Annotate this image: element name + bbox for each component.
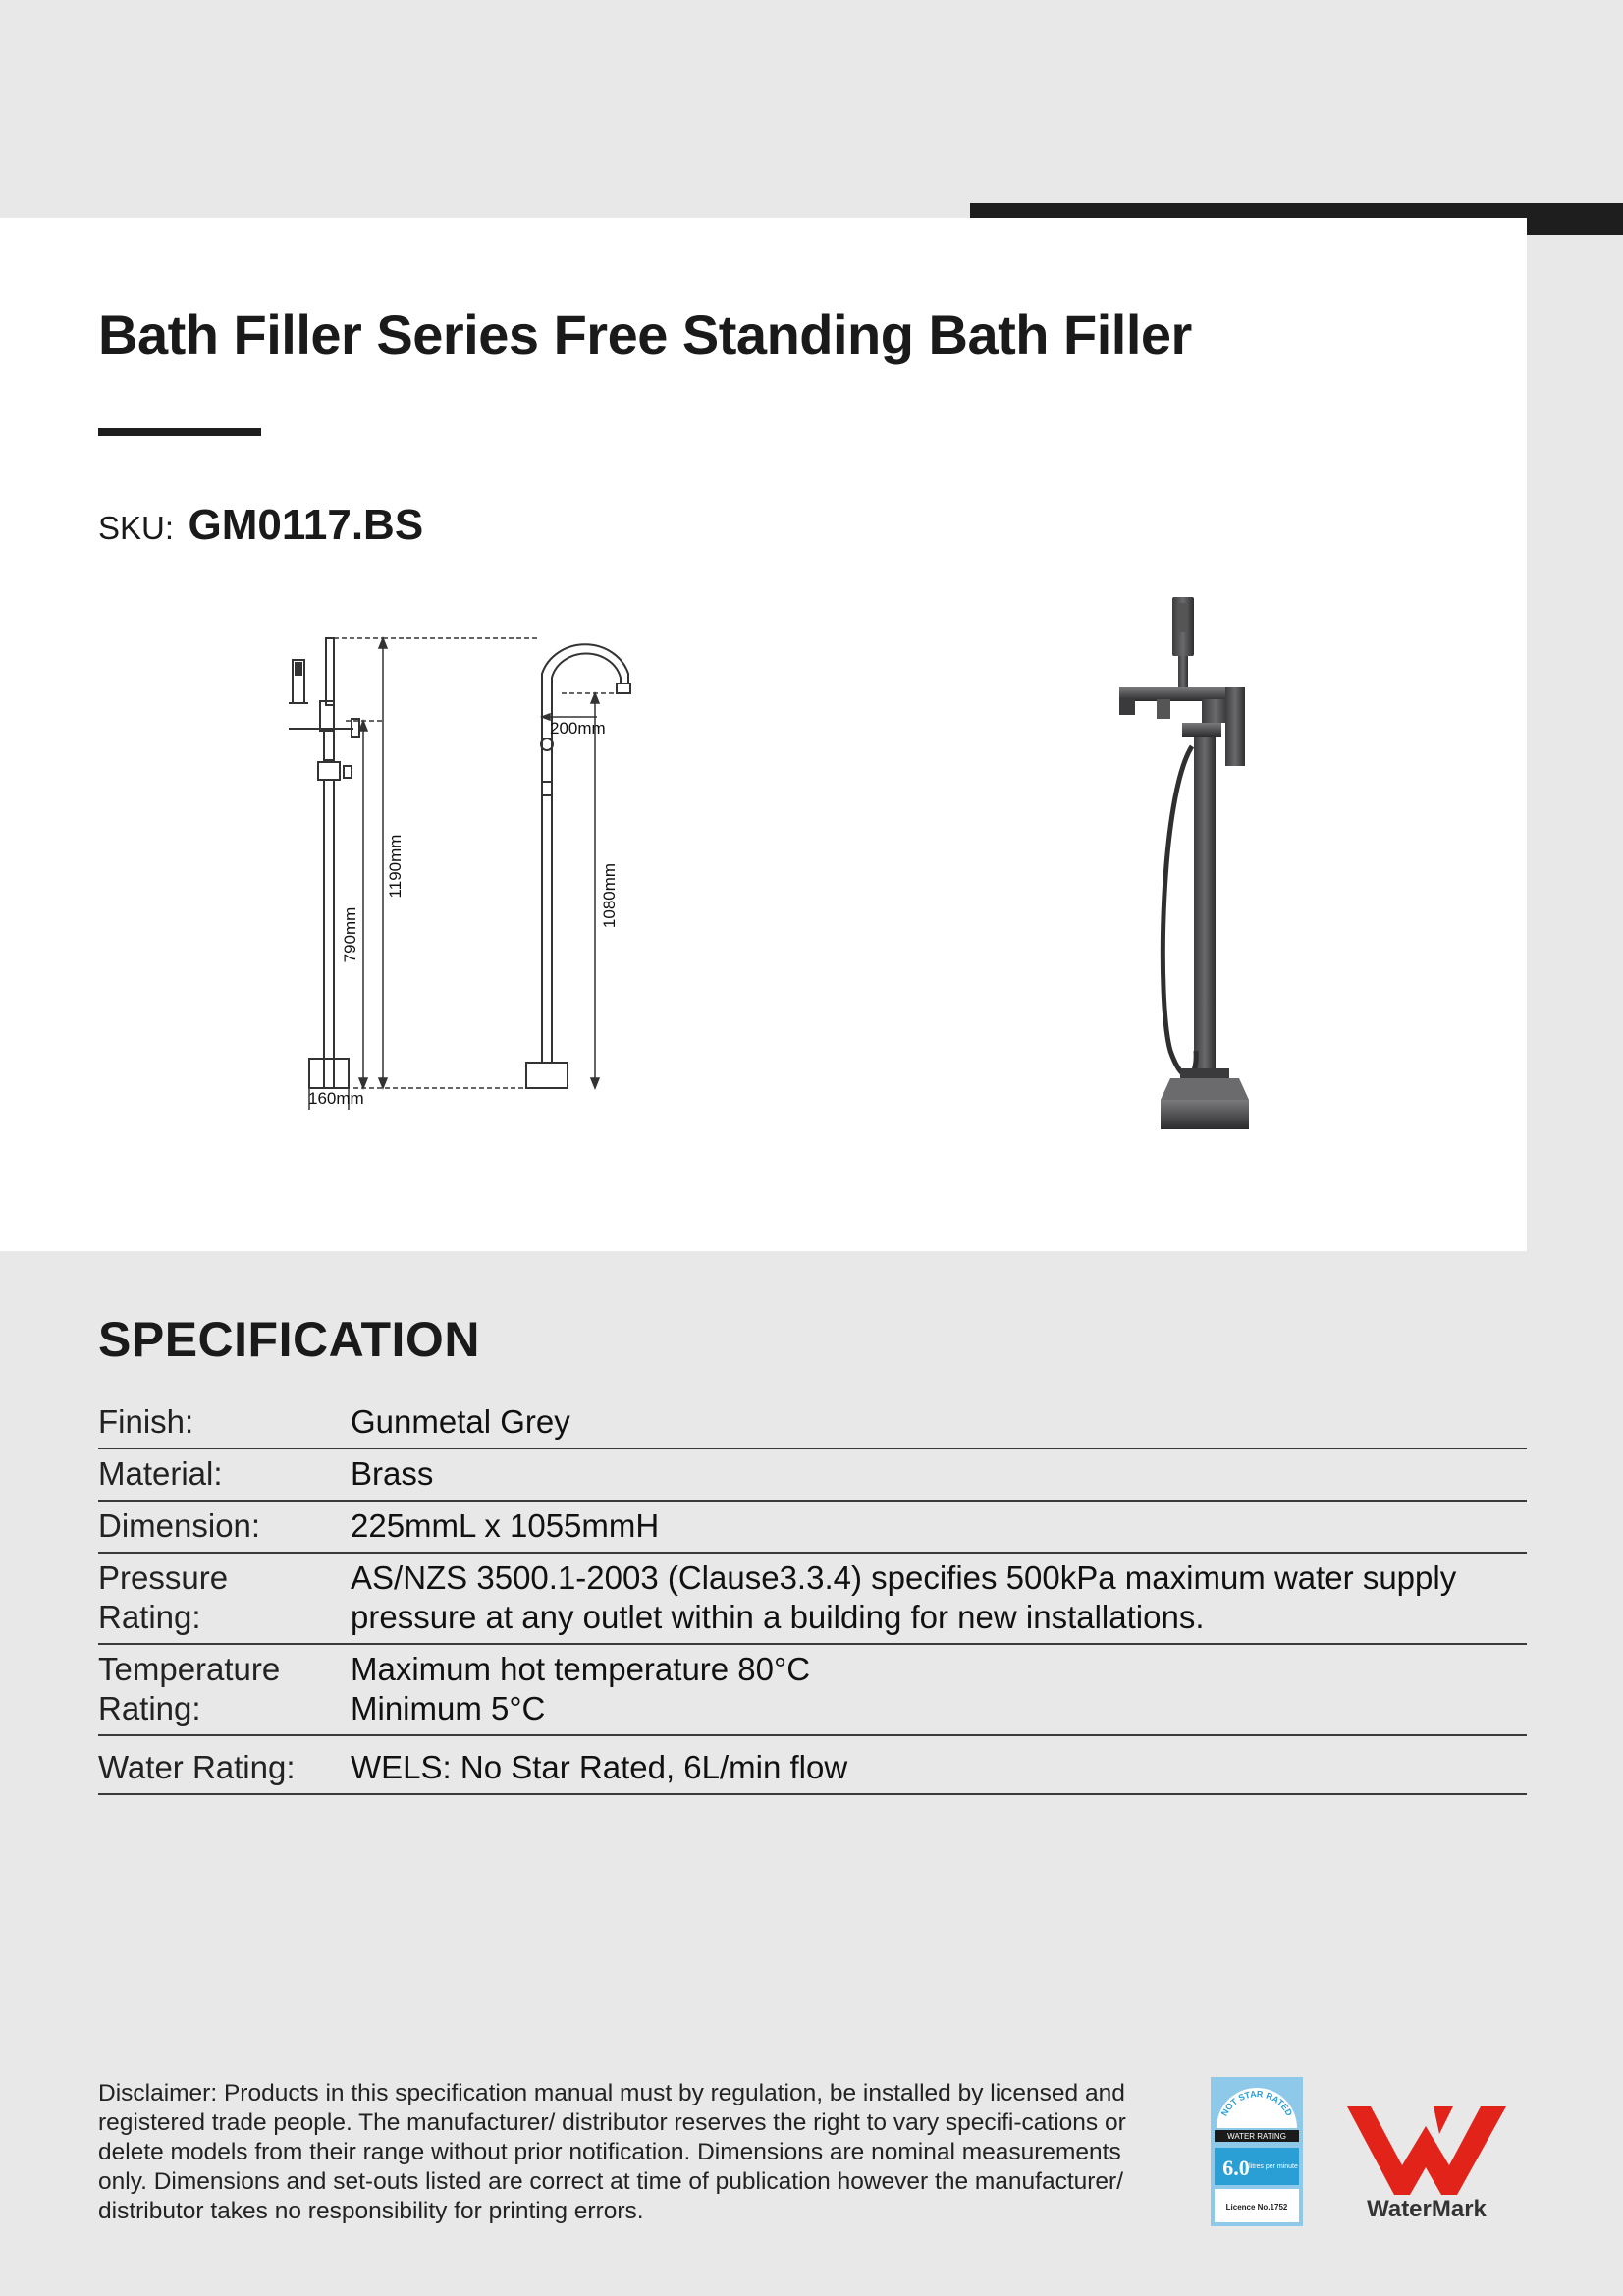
spec-label: Material: — [98, 1455, 223, 1492]
product-photo — [1100, 589, 1316, 1149]
gooseneck-inner — [552, 653, 621, 1063]
wels-top-text: NOT STAR RATED — [1218, 2089, 1295, 2118]
spec-value: 225mmL x 1055mmH — [351, 1507, 660, 1544]
front-diverter — [542, 782, 552, 795]
side-diverter — [318, 762, 340, 780]
watermark-label: WaterMark — [1367, 2196, 1487, 2219]
dim-label-200: 200mm — [550, 719, 606, 738]
dim-label-1190: 1190mm — [386, 834, 405, 899]
spec-label: Temperature Rating: — [98, 1651, 281, 1726]
spec-label: Finish: — [98, 1403, 194, 1440]
photo-spout — [1119, 687, 1227, 701]
photo-column — [1194, 737, 1216, 1070]
wels-licence: Licence No.1752 — [1225, 2203, 1288, 2212]
sku-label: SKU: — [98, 510, 175, 546]
handshower-face — [1178, 603, 1188, 632]
spec-row-finish — [98, 1397, 1527, 1449]
photo-base-top — [1161, 1078, 1249, 1100]
spec-value-line: Maximum hot temperature 80°C — [351, 1651, 811, 1687]
photo-base — [1161, 1100, 1249, 1129]
side-column — [324, 780, 334, 1088]
arrowhead — [359, 721, 367, 731]
spec-label: Pressure Rating: — [98, 1559, 229, 1635]
dim-label-790: 790mm — [341, 906, 359, 963]
side-diverter-knob — [344, 766, 352, 778]
spout-tip — [617, 683, 630, 693]
spec-row-water-rating — [98, 1736, 1527, 1795]
photo-spout-outlet — [1119, 699, 1135, 715]
arrowhead — [359, 1078, 367, 1088]
arrowhead — [591, 693, 599, 703]
side-spout-column — [326, 638, 334, 705]
spec-value: Gunmetal Grey — [351, 1403, 570, 1440]
spec-value: WELS: No Star Rated, 6L/min flow — [351, 1749, 848, 1785]
wels-unit: litres per minute — [1249, 2163, 1298, 2170]
arrowhead — [591, 1078, 599, 1088]
spec-heading: SPECIFICATION — [98, 1312, 480, 1367]
spec-label: Dimension: — [98, 1507, 261, 1544]
title-underline — [98, 428, 261, 436]
spec-value-line: Minimum 5°C — [351, 1690, 546, 1726]
spec-value — [351, 1650, 1527, 1728]
watermark-logo — [1347, 2097, 1514, 2219]
spec-row-pressure — [98, 1554, 1527, 1645]
photo-mixer-body — [1202, 699, 1229, 723]
spec-row-material — [98, 1449, 1527, 1502]
gooseneck-outer — [542, 644, 628, 1063]
arrowhead — [542, 714, 550, 720]
sku-value: GM0117.BS — [188, 501, 424, 549]
watermark-drop-icon — [1434, 2106, 1453, 2134]
sku-line — [98, 501, 423, 550]
photo-hose — [1163, 746, 1196, 1076]
spec-table — [98, 1397, 1527, 1795]
photo-mixer-lever — [1225, 687, 1245, 766]
spec-value: AS/NZS 3500.1-2003 (Clause3.3.4) specifies 500kPa maximum water supply pressure at any outlet within a building for new installations. — [351, 1559, 1457, 1635]
spec-label: Water Rating: — [98, 1749, 296, 1785]
dim-label-1080: 1080mm — [600, 862, 619, 929]
side-base — [309, 1059, 349, 1088]
photo-holder — [1157, 699, 1170, 719]
spec-row-dimension — [98, 1502, 1527, 1554]
side-upper-stem — [324, 731, 334, 760]
arrowhead — [379, 638, 387, 648]
arrowhead — [379, 1078, 387, 1088]
dim-label-160: 160mm — [308, 1089, 364, 1108]
front-base — [526, 1063, 568, 1088]
spec-value: Brass — [351, 1455, 434, 1492]
wels-rating-label — [1211, 2077, 1303, 2226]
page-title: Bath Filler Series Free Standing Bath Filler — [98, 303, 1192, 365]
spec-row-temperature — [98, 1645, 1527, 1736]
photo-diverter — [1182, 723, 1221, 737]
watermark-w-icon — [1347, 2106, 1506, 2195]
handshower-face — [296, 663, 301, 675]
disclaimer: Disclaimer: Products in this specification manual must by regulation, be installed by licensed and registered trade people. The manufacturer/ distributor reserves the right to vary specifi-cations or delete models from their range without prior notification. Dimensions are nominal measurements only. Dimensions and set-outs listed are correct at time of publication however the manufacturer/ distributor takes no responsibility for printing errors. — [98, 2080, 1126, 2224]
wels-value: 6.0 — [1222, 2156, 1250, 2180]
wels-band-text: WATER RATING — [1227, 2132, 1286, 2141]
photo-base-collar — [1180, 1068, 1229, 1078]
dimension-diagram — [285, 619, 648, 1110]
